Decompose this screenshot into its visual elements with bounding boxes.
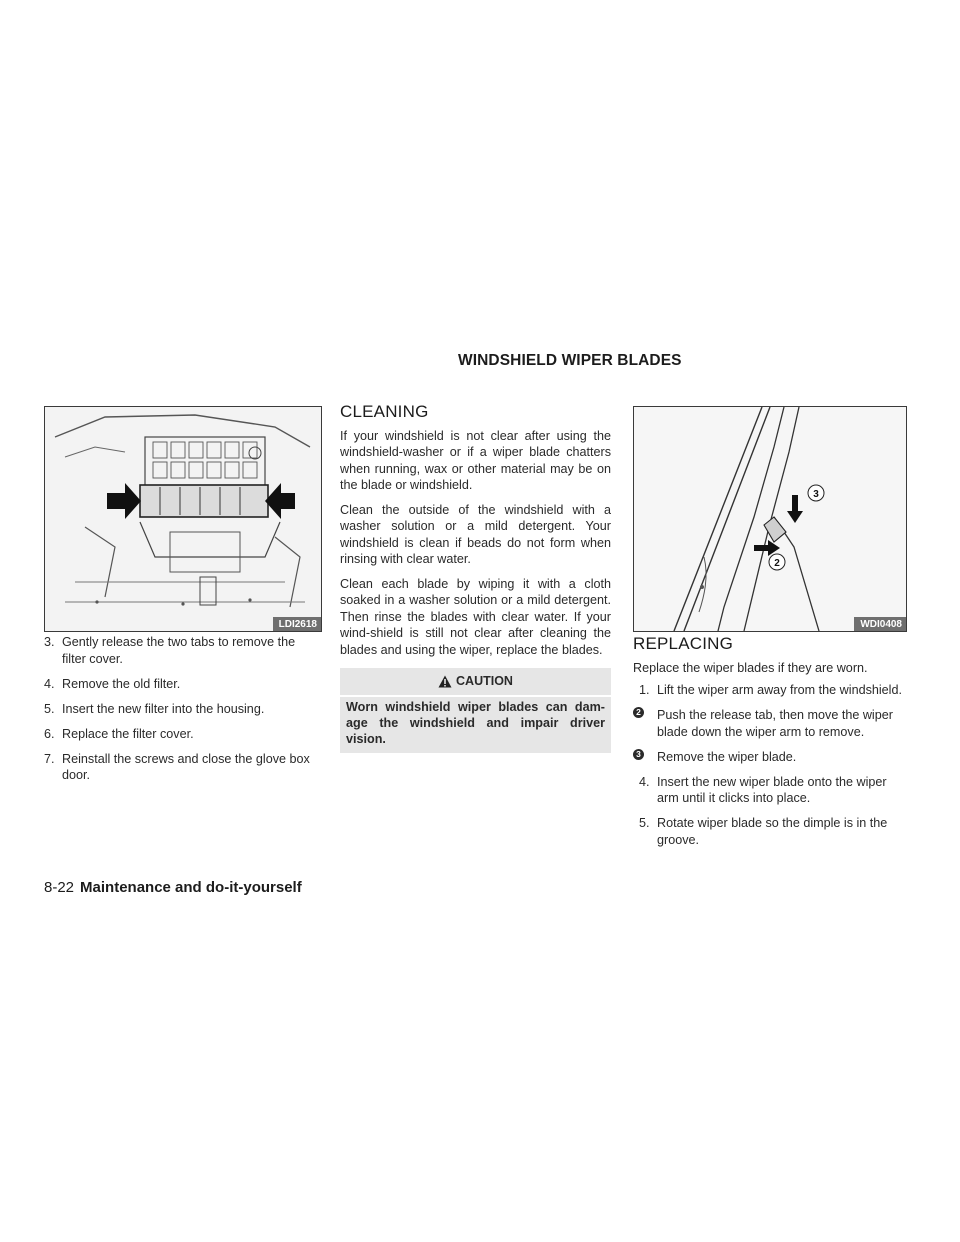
section-title: WINDSHIELD WIPER BLADES xyxy=(458,352,682,369)
paragraph: Clean each blade by wiping it with a cloth soaked in a washer solution or a mild detergent. Then rinse the blades with clear water. If your wind-shield is still not clear after cleaning the blades and using the wiper, replace the blades. xyxy=(340,576,611,657)
list-item: 5. Rotate wiper blade so the dimple is in the groove. xyxy=(639,816,888,847)
cabin-filter-figure xyxy=(44,406,322,632)
paragraph: Replace the wiper blades if they are worn. xyxy=(633,660,868,675)
step-number-badge: 2 xyxy=(633,707,644,718)
warning-icon xyxy=(438,675,452,688)
wiper-illustration xyxy=(634,407,906,631)
list-item: 6. Replace the filter cover. xyxy=(44,726,194,741)
replacing-column xyxy=(633,636,906,857)
list-item: 3. Gently release the two tabs to remove the filter cover. xyxy=(44,635,296,666)
list-item: 1. Lift the wiper arm away from the windshield. xyxy=(639,683,902,697)
step-number-badge: 3 xyxy=(633,749,644,760)
caution-header xyxy=(340,668,611,695)
list-item: 4. Insert the new wiper blade onto the wiper arm until it clicks into place. xyxy=(639,774,887,805)
wiper-figure xyxy=(633,406,907,632)
cleaning-heading: CLEANING xyxy=(340,402,429,421)
list-item: 7. Reinstall the screws and close the glove box door. xyxy=(44,751,310,782)
list-item: 5. Insert the new filter into the housing. xyxy=(44,701,265,716)
paragraph: If your windshield is not clear after using the windshield-washer or if a wiper blade chatters when running, wax or other material may be on the blade or windshield. xyxy=(340,428,611,492)
figure-code: LDI2618 xyxy=(273,617,321,631)
list-item: 3 Remove the wiper blade. xyxy=(633,749,906,766)
chapter-title: Maintenance and do-it-yourself xyxy=(80,879,302,896)
caution-text: Worn windshield wiper blades can dam-age the windshield and impair driver vision. xyxy=(340,697,611,753)
replacing-heading: REPLACING xyxy=(633,634,734,653)
figure-code: WDI0408 xyxy=(854,617,906,631)
filter-steps-list xyxy=(44,634,320,784)
page-footer xyxy=(44,879,302,896)
filter-housing-illustration xyxy=(45,407,321,631)
cleaning-column xyxy=(340,404,611,753)
callout-3: 3 xyxy=(813,489,819,500)
list-item: 4. Remove the old filter. xyxy=(44,676,181,691)
page-number: 8-22 xyxy=(44,879,75,896)
replacing-steps-list xyxy=(633,682,906,848)
paragraph: Clean the outside of the windshield with a washer solution or a mild detergent. Your windshield is clean if beads do not form when rinsing with clear water. xyxy=(340,502,611,566)
caution-label: CAUTION xyxy=(456,674,513,688)
filter-steps-column xyxy=(44,634,320,792)
list-item: 2 Push the release tab, then move the wiper blade down the wiper arm to remove. xyxy=(633,707,906,740)
callout-2: 2 xyxy=(774,558,780,569)
